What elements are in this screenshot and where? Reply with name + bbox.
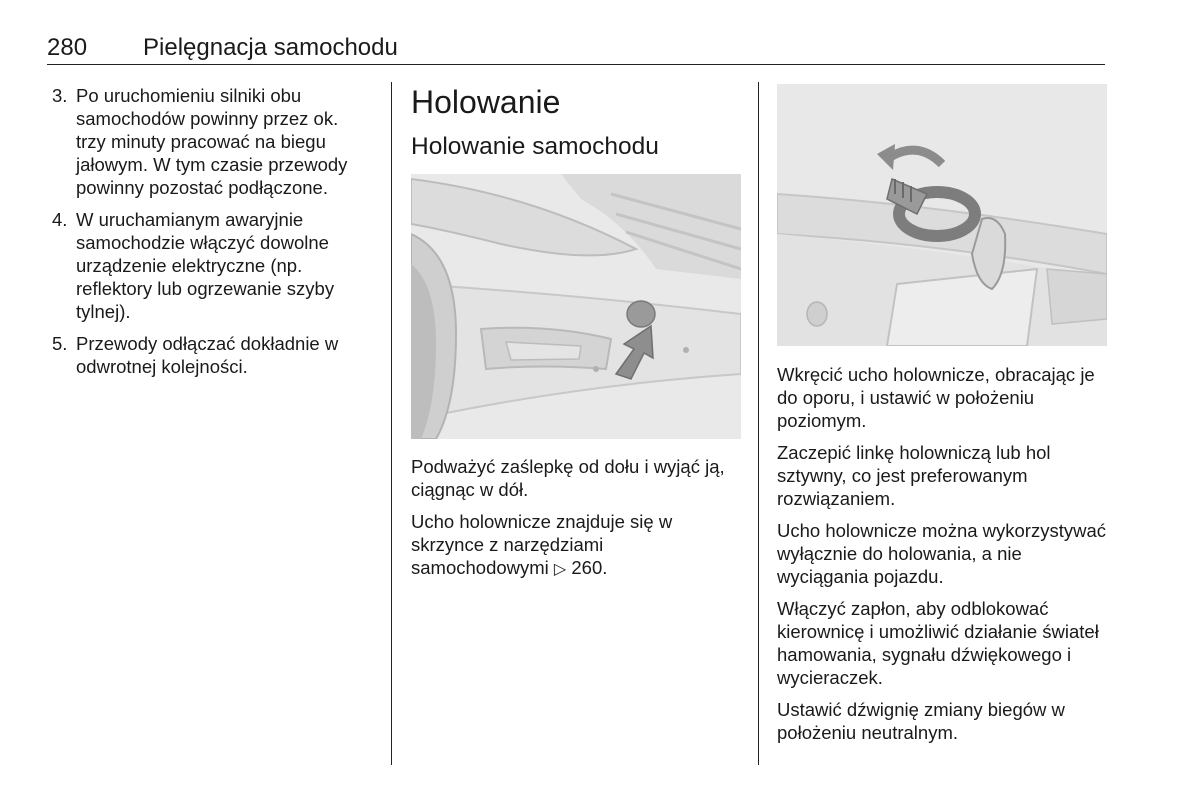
paragraph: Podważyć zaślepkę od dołu i wyjąć ją, ciągnąc w dół.	[411, 456, 725, 500]
towing-eye-screw-in-illustration	[777, 84, 1107, 346]
paragraph: Włączyć zapłon, aby odblokować kierownicę i umożliwić działanie świateł hamowania, sygnału dźwiękowego i wycieraczek.	[777, 598, 1099, 688]
column-divider	[758, 82, 759, 765]
bumper-cover-removal-illustration	[411, 174, 741, 439]
page-number: 280	[47, 34, 88, 61]
paragraph: Wkręcić ucho holownicze, obracając je do oporu, i ustawić w położeniu poziomym.	[777, 364, 1095, 431]
column-left	[52, 84, 372, 387]
list-item	[52, 208, 372, 323]
step-number: 4.	[52, 209, 68, 230]
paragraph: Ucho holownicze można wykorzystywać wyłącznie do holowania, a nie wyciągania pojazdu.	[777, 520, 1107, 587]
section-title: Pielęgnacja samochodu	[143, 34, 398, 61]
column-right	[777, 84, 1109, 753]
step-text: W uruchamianym awaryjnie samochodzie włączyć dowolne urządzenie elektryczne (np. reflektory lub ogrzewanie szyby tylnej).	[76, 209, 335, 322]
step-number: 3.	[52, 85, 68, 106]
paragraph: Ustawić dźwignię zmiany biegów w położeniu neutralnym.	[777, 699, 1065, 743]
page-reference-icon: ▷	[553, 561, 567, 578]
column-divider	[391, 82, 392, 765]
step-text: Po uruchomieniu silniki obu samochodów powinny przez ok. trzy minuty pracować na biegu jałowym. W tym czasie przewody powinny pozostać podłączone.	[76, 85, 348, 198]
list-item	[52, 332, 372, 378]
column-middle	[411, 84, 741, 590]
paragraph-text: Ucho holownicze znajduje się w skrzynce z narzędziami samochodowymi	[411, 511, 673, 578]
reference-page: 260.	[571, 557, 608, 578]
section-heading: Holowanie samochodu	[411, 133, 659, 160]
step-number: 5.	[52, 333, 68, 354]
paragraph	[411, 510, 741, 581]
list-item	[52, 84, 372, 199]
step-text: Przewody odłączać dokładnie w odwrotnej kolejności.	[76, 333, 339, 377]
chapter-heading: Holowanie	[411, 84, 561, 120]
steps-list	[52, 84, 372, 378]
paragraph: Zaczepić linkę holowniczą lub hol sztywny, co jest preferowanym rozwiązaniem.	[777, 442, 1051, 509]
page-header	[47, 34, 1105, 64]
header-divider	[47, 64, 1105, 65]
